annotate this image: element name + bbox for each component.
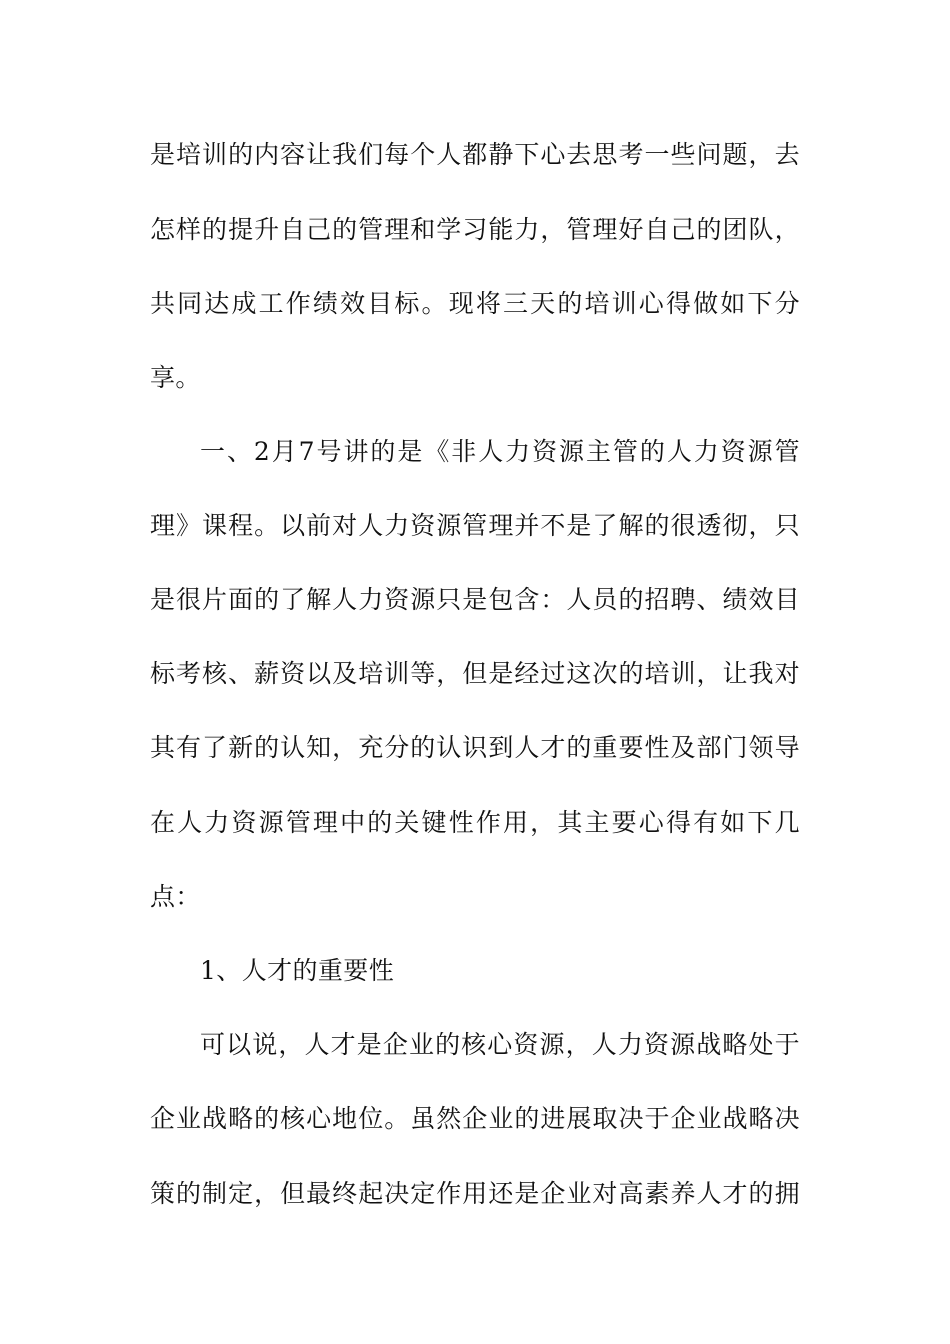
paragraph-line-11: 点： [150, 882, 201, 911]
paragraph-line-15: 策的制定，但最终起决定作用还是企业对高素养人才的拥 [150, 1179, 800, 1208]
paragraph-line-3: 共同达成工作绩效目标。现将三天的培训心得做如下分 [150, 289, 800, 318]
paragraph-line-14: 企业战略的核心地位。虽然企业的进展取决于企业战略决 [150, 1104, 800, 1133]
paragraph-line-7: 是很片面的了解人力资源只是包含：人员的招聘、绩效目 [150, 585, 800, 614]
paragraph-line-4: 享。 [150, 363, 201, 392]
paragraph-line-6: 理》课程。以前对人力资源管理并不是了解的很透彻，只 [150, 511, 800, 540]
paragraph-line-2: 怎样的提升自己的管理和学习能力，管理好自己的团队， [150, 215, 800, 244]
paragraph-line-10: 在人力资源管理中的关键性作用，其主要心得有如下几 [150, 808, 800, 837]
section-heading-line: 一、2月7号讲的是《非人力资源主管的人力资源管 [200, 437, 800, 466]
subheading-line: 1、人才的重要性 [200, 956, 395, 985]
paragraph-line-9: 其有了新的认知，充分的认识到人才的重要性及部门领导 [150, 733, 800, 762]
paragraph-line-1: 是培训的内容让我们每个人都静下心去思考一些问题，去 [150, 140, 800, 169]
paragraph-line-8: 标考核、薪资以及培训等，但是经过这次的培训，让我对 [150, 659, 800, 688]
paragraph-line-13: 可以说，人才是企业的核心资源，人力资源战略处于 [200, 1030, 800, 1059]
